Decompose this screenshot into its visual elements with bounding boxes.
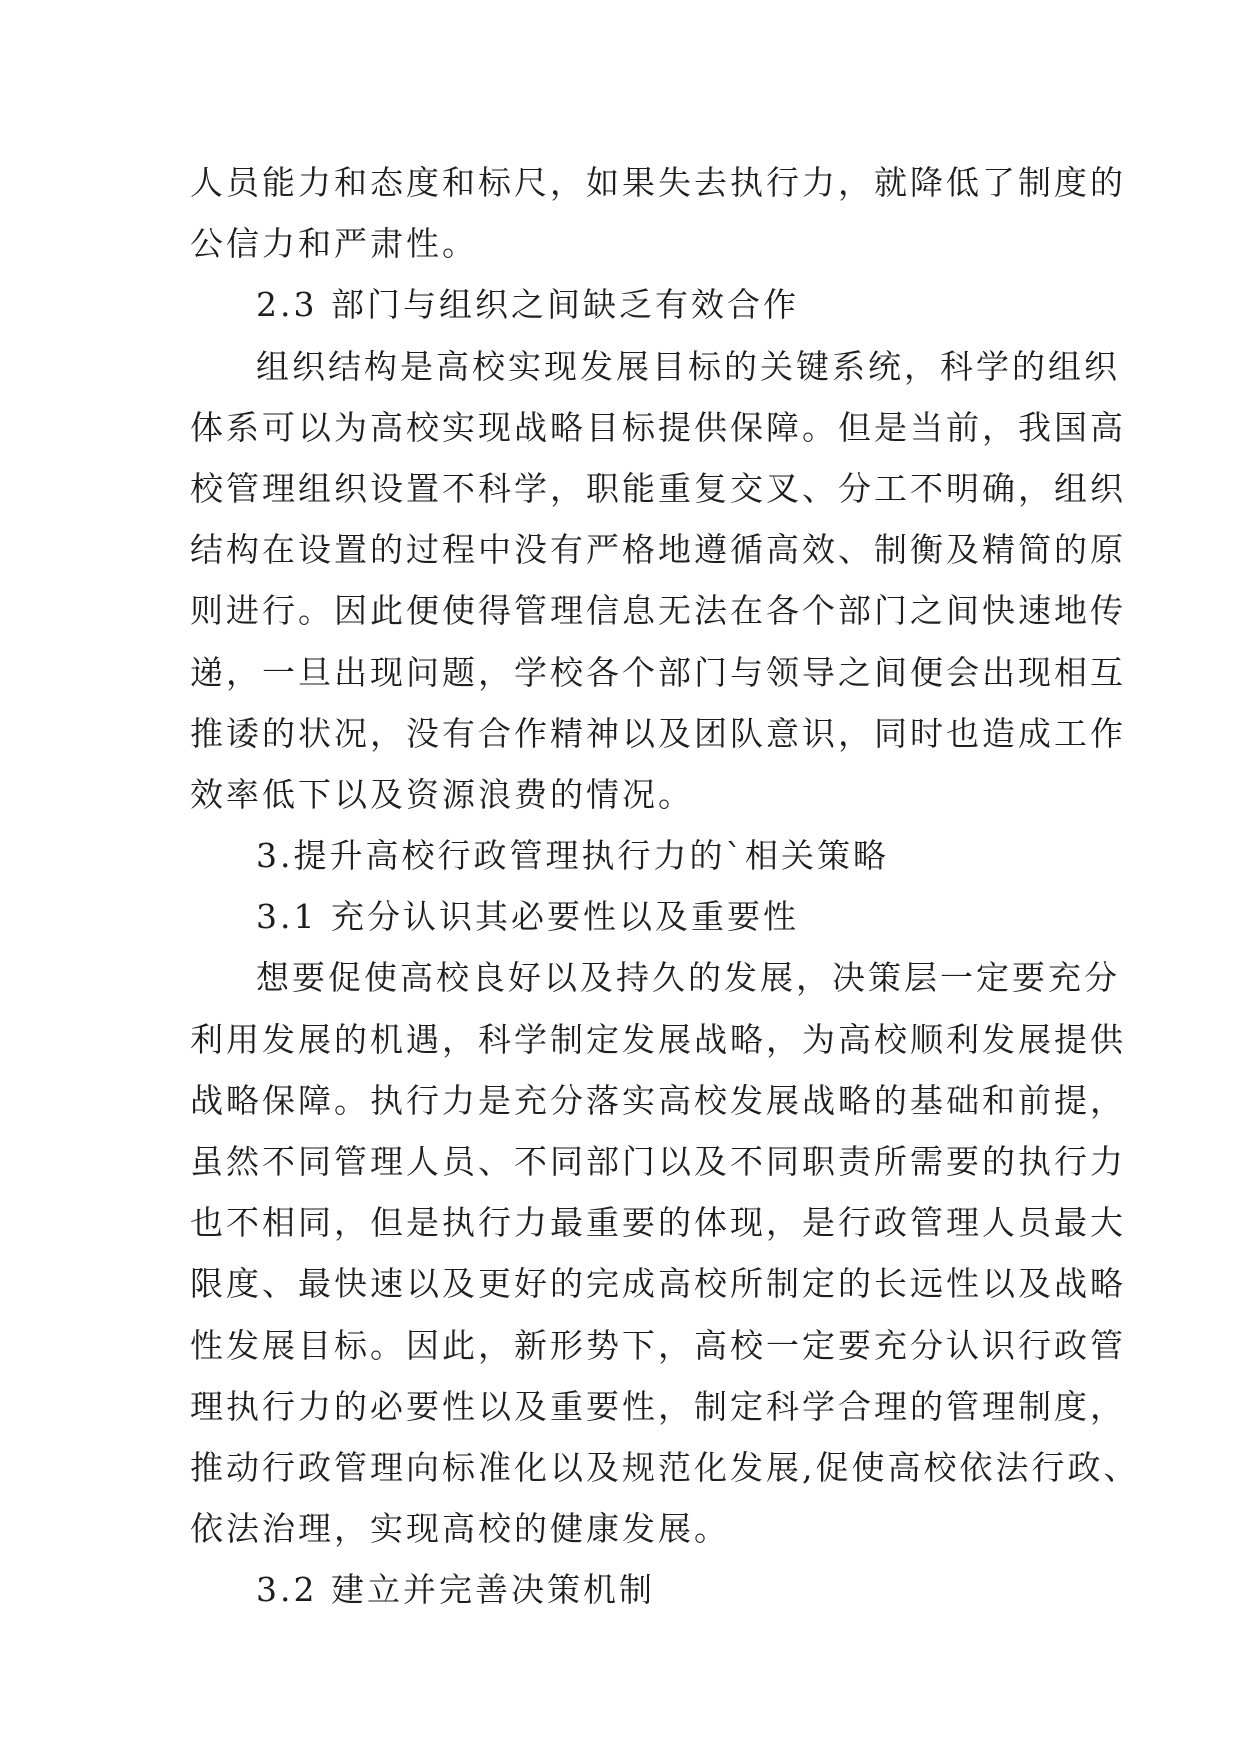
paragraph-line: 则进行。因此便使得管理信息无法在各个部门之间快速地传	[190, 591, 1126, 631]
section-heading: 3.提升高校行政管理执行力的`相关策略	[256, 836, 889, 876]
paragraph-line: 推动行政管理向标准化以及规范化发展,促使高校依法行政、	[190, 1447, 1140, 1487]
paragraph-line: 推诿的状况，没有合作精神以及团队意识，同时也造成工作	[190, 713, 1126, 753]
paragraph-line: 校管理组织设置不科学，职能重复交叉、分工不明确，组织	[190, 468, 1126, 508]
paragraph-line: 递，一旦出现问题，学校各个部门与领导之间便会出现相互	[190, 652, 1126, 692]
paragraph-line: 想要促使高校良好以及持久的发展，决策层一定要充分	[256, 958, 1120, 998]
paragraph-line: 体系可以为高校实现战略目标提供保障。但是当前，我国高	[190, 407, 1126, 447]
section-heading: 2.3 部门与组织之间缺乏有效合作	[256, 285, 799, 325]
paragraph-line: 限度、最快速以及更好的完成高校所制定的长远性以及战略	[190, 1264, 1126, 1304]
paragraph-line: 效率低下以及资源浪费的情况。	[190, 774, 694, 814]
body-text	[190, 152, 1140, 1621]
paragraph-line: 人员能力和态度和标尺，如果失去执行力，就降低了制度的	[190, 163, 1126, 202]
paragraph-line: 也不相同，但是执行力最重要的体现，是行政管理人员最大	[190, 1203, 1126, 1243]
paragraph-line: 利用发展的机遇，科学制定发展战略，为高校顺利发展提供	[190, 1019, 1126, 1059]
paragraph-line: 结构在设置的过程中没有严格地遵循高效、制衡及精简的原	[190, 530, 1126, 570]
paragraph-line: 理执行力的必要性以及重要性，制定科学合理的管理制度，	[190, 1386, 1126, 1426]
paragraph-line: 依法治理，实现高校的健康发展。	[190, 1509, 730, 1549]
paragraph-line: 性发展目标。因此，新形势下，高校一定要充分认识行政管	[190, 1325, 1126, 1365]
paragraph-line: 公信力和严肃性。	[190, 224, 478, 264]
section-heading: 3.1 充分认识其必要性以及重要性	[256, 897, 799, 937]
paragraph-line: 虽然不同管理人员、不同部门以及不同职责所需要的执行力	[190, 1142, 1126, 1181]
paragraph-line: 战略保障。执行力是充分落实高校发展战略的基础和前提，	[190, 1080, 1126, 1120]
paragraph-line: 组织结构是高校实现发展目标的关键系统，科学的组织	[256, 346, 1120, 386]
section-heading: 3.2 建立并完善决策机制	[256, 1570, 655, 1610]
